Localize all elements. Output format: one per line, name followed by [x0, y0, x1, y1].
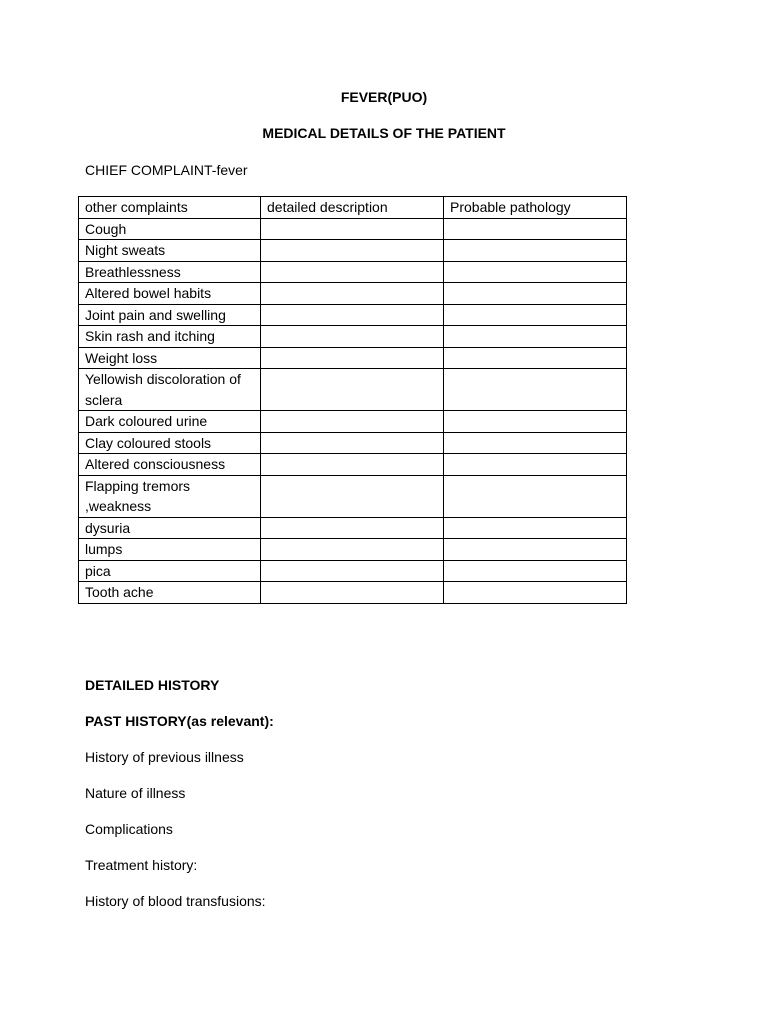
description-cell[interactable]: [261, 369, 444, 411]
description-cell[interactable]: [261, 261, 444, 283]
complaint-cell: Clay coloured stools: [79, 432, 261, 454]
table-row: [79, 432, 627, 454]
complaint-cell: pica: [79, 560, 261, 582]
table-row: [79, 475, 627, 517]
history-item-nature-of-illness: Nature of illness: [85, 785, 186, 801]
pathology-cell[interactable]: [444, 347, 627, 369]
complaints-table: [78, 196, 627, 604]
history-item-blood-transfusions: History of blood transfusions:: [85, 893, 266, 909]
description-cell[interactable]: [261, 304, 444, 326]
table-row: [79, 218, 627, 240]
pathology-cell[interactable]: [444, 218, 627, 240]
description-cell[interactable]: [261, 432, 444, 454]
pathology-cell[interactable]: [444, 283, 627, 305]
complaint-cell: Breathlessness: [79, 261, 261, 283]
description-cell[interactable]: [261, 240, 444, 262]
description-cell[interactable]: [261, 454, 444, 476]
description-cell[interactable]: [261, 582, 444, 604]
complaint-cell: Cough: [79, 218, 261, 240]
description-cell[interactable]: [261, 560, 444, 582]
complaint-cell: Altered consciousness: [79, 454, 261, 476]
description-cell[interactable]: [261, 539, 444, 561]
description-cell[interactable]: [261, 326, 444, 348]
column-header-detailed-description: detailed description: [261, 197, 444, 219]
table-header-row: [79, 197, 627, 219]
pathology-cell[interactable]: [444, 326, 627, 348]
complaint-cell: Flapping tremors ,weakness: [79, 475, 261, 517]
history-item-previous-illness: History of previous illness: [85, 749, 244, 765]
complaint-cell: Dark coloured urine: [79, 411, 261, 433]
document-title: FEVER(PUO): [340, 89, 428, 105]
table-row: [79, 369, 627, 411]
chief-complaint: CHIEF COMPLAINT-fever: [85, 162, 248, 178]
complaint-cell: Weight loss: [79, 347, 261, 369]
description-cell[interactable]: [261, 475, 444, 517]
complaint-cell: dysuria: [79, 517, 261, 539]
table-row: [79, 240, 627, 262]
table-row: [79, 517, 627, 539]
pathology-cell[interactable]: [444, 240, 627, 262]
description-cell[interactable]: [261, 347, 444, 369]
detailed-history-heading: DETAILED HISTORY: [85, 677, 220, 693]
table-row: [79, 347, 627, 369]
table-row: [79, 304, 627, 326]
complaint-cell: Yellowish discoloration of sclera: [79, 369, 261, 411]
complaint-cell: Altered bowel habits: [79, 283, 261, 305]
pathology-cell[interactable]: [444, 454, 627, 476]
table-row: [79, 283, 627, 305]
table-row: [79, 582, 627, 604]
description-cell[interactable]: [261, 411, 444, 433]
table-row: [79, 454, 627, 476]
pathology-cell[interactable]: [444, 539, 627, 561]
complaint-cell: lumps: [79, 539, 261, 561]
pathology-cell[interactable]: [444, 411, 627, 433]
column-header-other-complaints: other complaints: [79, 197, 261, 219]
pathology-cell[interactable]: [444, 369, 627, 411]
table-row: [79, 539, 627, 561]
past-history-heading: PAST HISTORY(as relevant):: [85, 713, 274, 729]
document-subtitle: MEDICAL DETAILS OF THE PATIENT: [262, 125, 506, 141]
complaint-cell: Tooth ache: [79, 582, 261, 604]
table-row: [79, 411, 627, 433]
pathology-cell[interactable]: [444, 582, 627, 604]
pathology-cell[interactable]: [444, 304, 627, 326]
pathology-cell[interactable]: [444, 475, 627, 517]
description-cell[interactable]: [261, 283, 444, 305]
table-row: [79, 261, 627, 283]
table-row: [79, 326, 627, 348]
description-cell[interactable]: [261, 218, 444, 240]
description-cell[interactable]: [261, 517, 444, 539]
pathology-cell[interactable]: [444, 261, 627, 283]
complaint-cell: Joint pain and swelling: [79, 304, 261, 326]
pathology-cell[interactable]: [444, 432, 627, 454]
history-item-treatment-history: Treatment history:: [85, 857, 198, 873]
complaint-cell: Skin rash and itching: [79, 326, 261, 348]
complaint-cell: Night sweats: [79, 240, 261, 262]
history-item-complications: Complications: [85, 821, 173, 837]
column-header-probable-pathology: Probable pathology: [444, 197, 627, 219]
table-row: [79, 560, 627, 582]
pathology-cell[interactable]: [444, 560, 627, 582]
pathology-cell[interactable]: [444, 517, 627, 539]
